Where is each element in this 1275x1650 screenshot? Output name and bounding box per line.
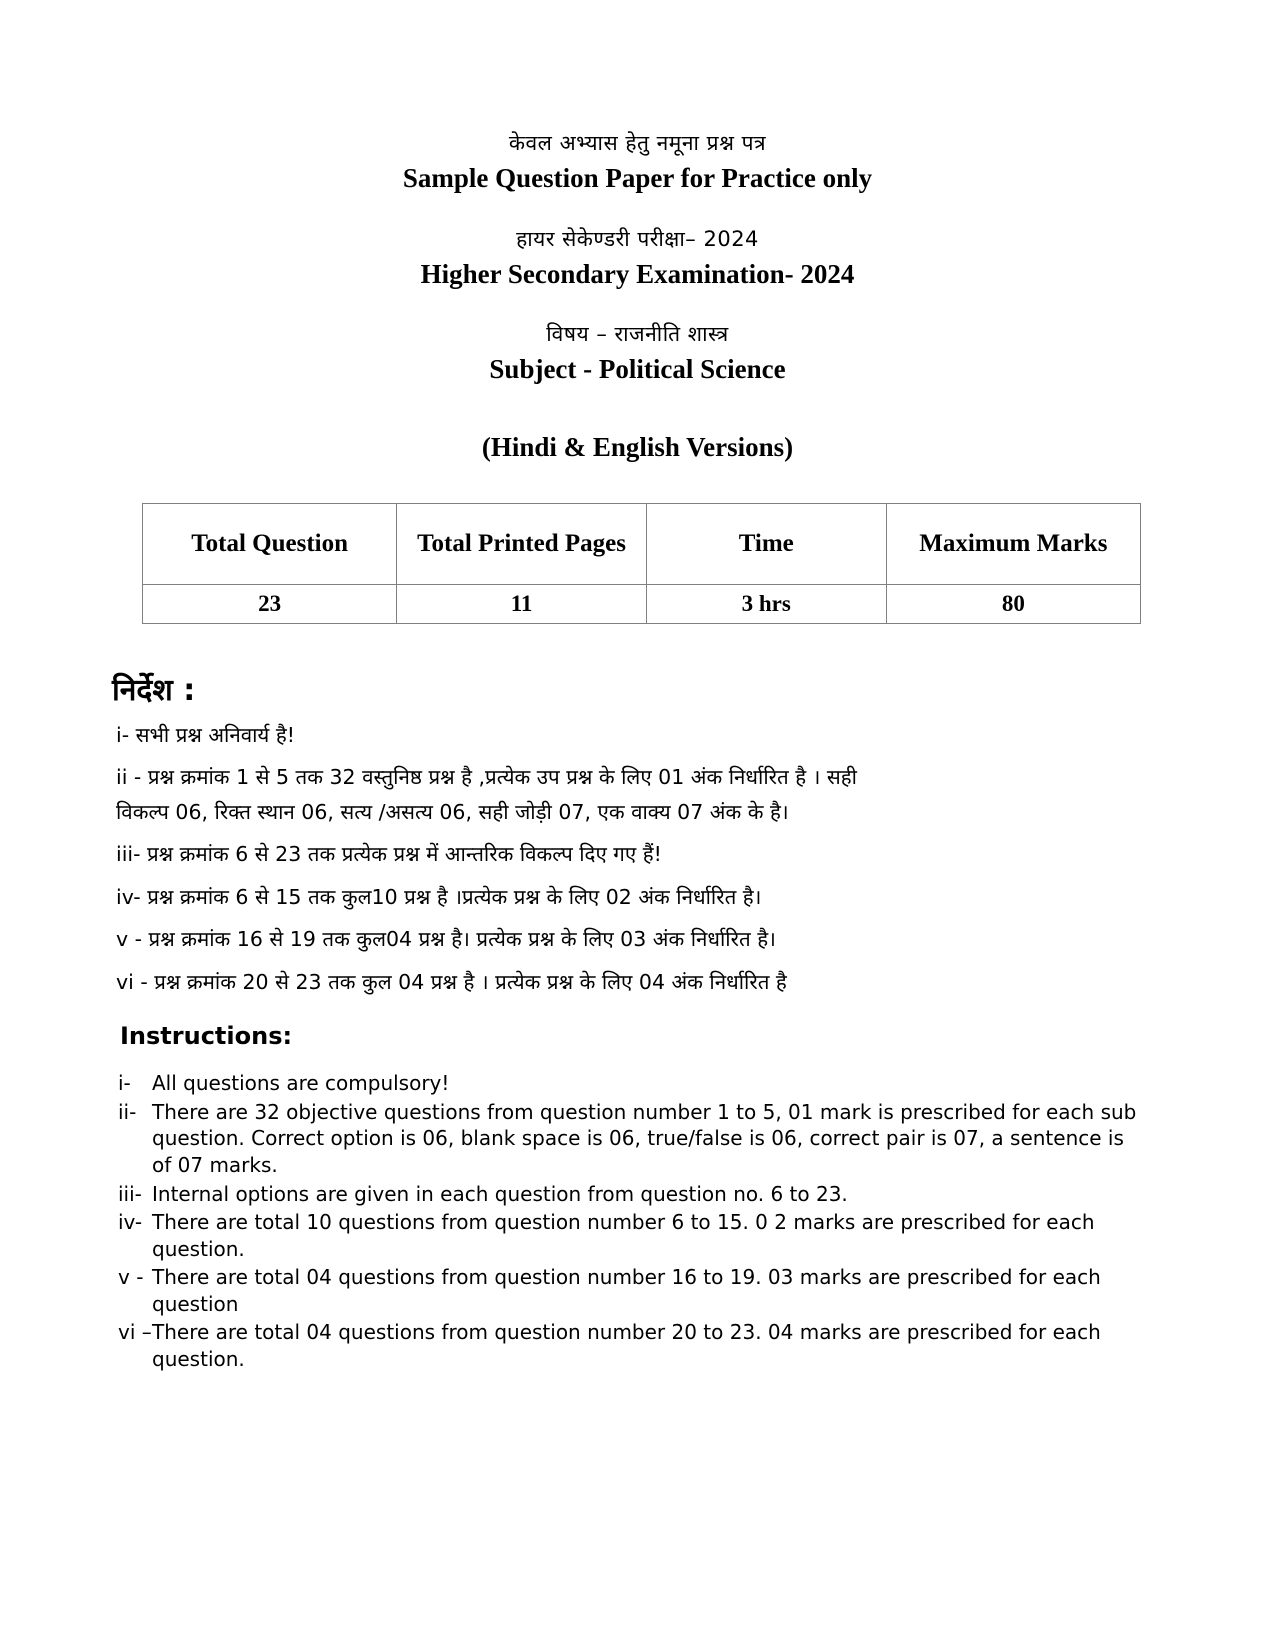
hindi-instructions-list: [110, 722, 1165, 994]
hindi-instruction-item-ii-continued: विकल्प 06, रिक्त स्थान 06, सत्य /असत्य 06, सही जोड़ी 07, एक वाक्य 07 अंक के है।: [116, 799, 789, 824]
table-value-time: 3 hrs: [646, 584, 886, 623]
english-instruction-text: There are total 10 questions from question number 6 to 15. 0 2 marks are prescribed for each question.: [152, 1210, 1095, 1261]
english-instruction-item-vi: [118, 1319, 1165, 1372]
hindi-instruction-item-iv: iv- प्रश्न क्रमांक 6 से 15 तक कुल10 प्रश्न है ।प्रत्येक प्रश्न के लिए 02 अंक निर्धारित है।: [116, 884, 762, 909]
english-instruction-marker: v -: [118, 1265, 144, 1290]
subject-title-english: Subject - Political Science: [489, 354, 786, 385]
table-value-row: [143, 584, 1141, 623]
exam-info-table-wrapper: [110, 503, 1165, 624]
english-instruction-item-ii: [118, 1099, 1165, 1179]
table-value-total-printed-pages: 11: [397, 584, 647, 623]
document-header: [110, 0, 1165, 463]
english-instructions-title: Instructions:: [120, 1022, 293, 1051]
english-instructions-list: [118, 1070, 1165, 1373]
english-instruction-marker: ii-: [118, 1099, 137, 1124]
hindi-instruction-item-i: i- सभी प्रश्न अनिवार्य है!: [116, 722, 295, 747]
english-instruction-marker: i-: [118, 1071, 131, 1096]
table-header-total-question: Total Question: [143, 503, 397, 584]
versions-label: (Hindi & English Versions): [481, 431, 794, 462]
hindi-instruction-item-iii: iii- प्रश्न क्रमांक 6 से 23 तक प्रत्येक प्रश्न में आन्तरिक विकल्प दिए गए हैं!: [116, 842, 662, 867]
hindi-instruction-item-vi: vi - प्रश्न क्रमांक 20 से 23 तक कुल 04 प्रश्न है । प्रत्येक प्रश्न के लिए 04 अंक निर्धारित है: [116, 969, 787, 994]
english-instruction-item-i: [118, 1070, 1165, 1097]
exam-title-english: Higher Secondary Examination- 2024: [420, 259, 855, 290]
english-instruction-text: There are total 04 questions from question number 20 to 23. 04 marks are prescribed for each question.: [152, 1320, 1101, 1372]
hindi-instruction-item-ii: ii - प्रश्न क्रमांक 1 से 5 तक 32 वस्तुनिष्ठ प्रश्न है ,प्रत्येक उप प्रश्न के लिए 01 अंक निर्धारित है । सही: [116, 765, 857, 790]
table-value-maximum-marks: 80: [886, 584, 1140, 623]
practice-title-english: Sample Question Paper for Practice only: [402, 163, 873, 194]
english-instruction-text: Internal options are given in each question from question no. 6 to 23.: [152, 1181, 848, 1206]
english-instruction-marker: iv-: [118, 1210, 143, 1235]
table-header-maximum-marks: Maximum Marks: [886, 503, 1140, 584]
practice-title-hindi: केवल अभ्यास हेतु नमूना प्रश्न पत्र: [508, 131, 767, 155]
subject-title-hindi: विषय – राजनीति शास्त्र: [546, 321, 729, 346]
english-instruction-marker: vi –: [118, 1320, 152, 1345]
header-spacer-2: [110, 293, 1165, 319]
hindi-instruction-item-v: v - प्रश्न क्रमांक 16 से 19 तक कुल04 प्रश्न है। प्रत्येक प्रश्न के लिए 03 अंक निर्धारित है।: [116, 927, 776, 952]
header-spacer-1: [110, 197, 1165, 224]
table-header-total-printed-pages: Total Printed Pages: [397, 503, 647, 584]
english-instruction-text: There are total 04 questions from question number 16 to 19. 03 marks are prescribed for each question: [152, 1265, 1101, 1316]
english-instruction-text: There are 32 objective questions from question number 1 to 5, 01 mark is prescribed for each sub question. Correct option is 06, blank space is 06, true/false is 06, correct pair is 07, a sentence is of 07 marks.: [152, 1099, 1137, 1177]
english-instruction-text: All questions are compulsory!: [152, 1071, 450, 1096]
table-header-row: [143, 503, 1141, 584]
english-instruction-item-v: [118, 1264, 1165, 1317]
exam-info-table: [142, 503, 1141, 624]
table-header-time: Time: [646, 503, 886, 584]
english-instruction-item-iv: [118, 1209, 1165, 1262]
english-instruction-marker: iii-: [118, 1181, 142, 1206]
hindi-instructions-title: निर्देश :: [112, 672, 196, 708]
english-instruction-item-iii: [118, 1181, 1165, 1208]
exam-title-hindi: हायर सेकेण्डरी परीक्षा– 2024: [516, 226, 759, 251]
table-value-total-question: 23: [143, 584, 397, 623]
